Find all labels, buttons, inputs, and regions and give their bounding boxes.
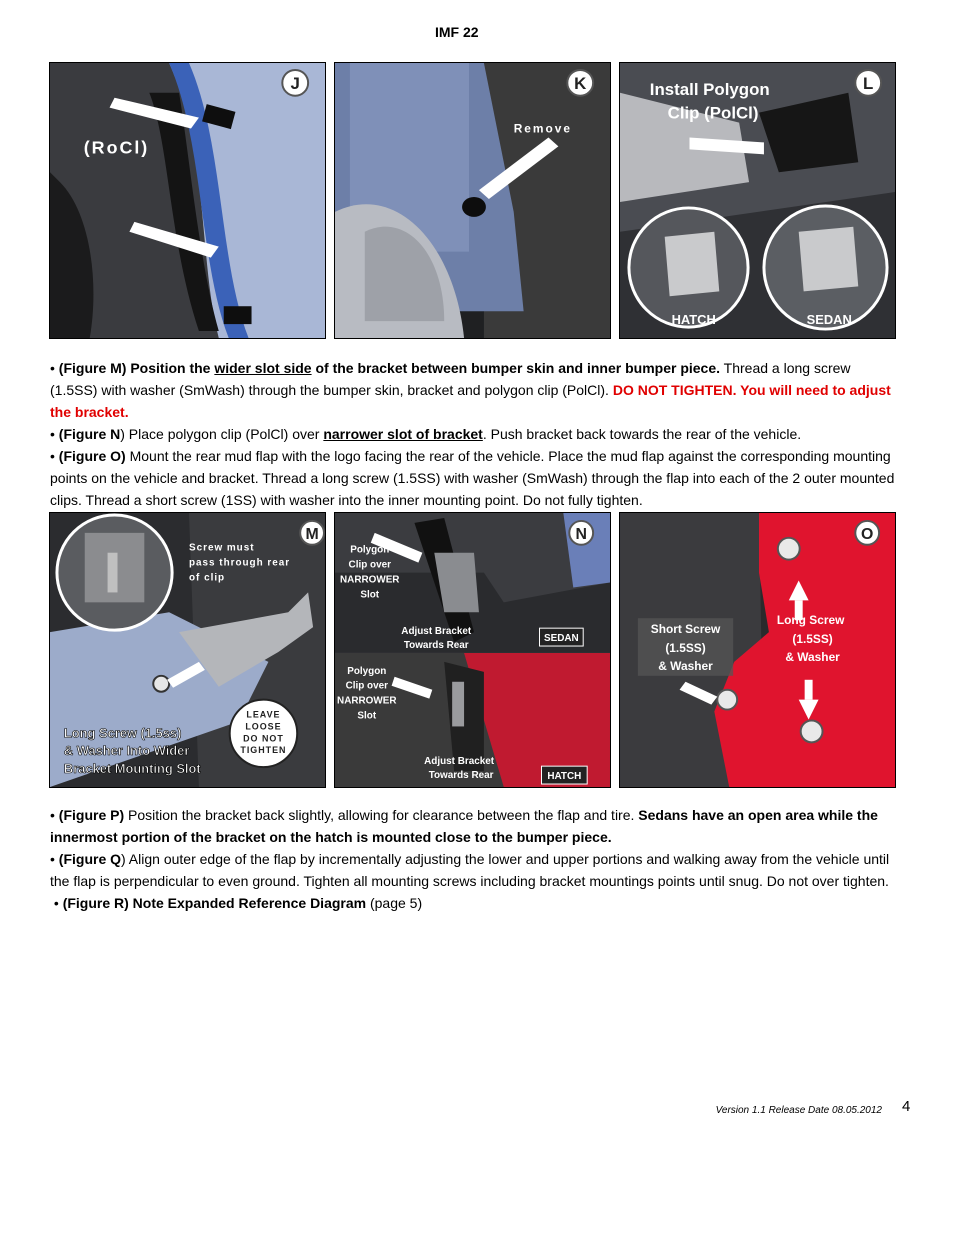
figure-l-letter: L [863, 73, 874, 93]
figure-m-letter: M [305, 525, 319, 543]
figure-k-caption: Remove [513, 121, 572, 136]
figure-l-inset-sedan: SEDAN [806, 312, 852, 328]
instructions-m-n-o [50, 357, 900, 511]
figure-n-bottom-adjust1: Adjust Bracket [424, 756, 495, 768]
figure-n-top-line3: NARROWER [340, 574, 400, 586]
figure-n-sedan-tag: SEDAN [544, 633, 579, 645]
page-number: 4 [902, 1098, 911, 1115]
figure-n-bottom-line2: Clip over [345, 680, 388, 692]
figure-n-top-line4: Slot [360, 589, 380, 601]
document-title: IMF 22 [435, 24, 479, 40]
figure-o-letter: O [861, 525, 874, 543]
figure-o-long-line2: (1.5SS) [792, 632, 833, 647]
figure-n-top-line1: Polygon [350, 544, 390, 556]
figure-m-caption-line1: Long Screw (1.5ss) [63, 725, 182, 741]
figure-l-caption-line1: Install Polygon [649, 79, 770, 99]
figure-l-caption-line2: Clip (PolCl) [667, 103, 759, 123]
figure-l-photo [619, 62, 896, 339]
figure-m-note-line3: of clip [188, 572, 226, 584]
figure-n-hatch-tag: HATCH [547, 771, 582, 783]
instructions-p-q-r [50, 804, 900, 914]
figure-n-top-line2: Clip over [348, 559, 391, 571]
figure-m-badge-line1: LEAVE [246, 709, 281, 720]
figure-n-top-adjust2: Towards Rear [403, 640, 469, 652]
figure-o-short-line1: Short Screw [650, 622, 721, 637]
instruction-figure-o: • (Figure O) Mount the rear mud flap with the logo facing the rear of the vehicle. Place the mud flap against the corresponding mounting points on the vehicle and bracket. Thread a long screw (1.5SS) with washer (SmWash) through the flap into each of the 2 outer mounted clips. Thread a short screw (1SS) with washer into the inner mounting point. Do not fully tighten. [50, 448, 895, 508]
figure-o-short-line2: (1.5SS) [665, 640, 706, 655]
figure-m-badge-line4: TIGHTEN [240, 745, 287, 756]
figure-m-badge-line3: DO NOT [243, 733, 284, 744]
figure-o-photo [619, 512, 896, 788]
figure-n-letter: N [575, 525, 587, 543]
figure-k-photo [334, 62, 611, 339]
figure-m-caption-line3: Bracket Mounting Slot [63, 761, 201, 777]
figure-m-badge-line2: LOOSE [245, 721, 282, 732]
figure-n-bottom-adjust2: Towards Rear [428, 770, 494, 782]
version-footer: Version 1.1 Release Date 08.05.2012 [715, 1105, 882, 1116]
figure-n-bottom-line3: NARROWER [337, 695, 397, 707]
figure-j-letter: J [290, 73, 300, 93]
figure-n-top-adjust1: Adjust Bracket [401, 626, 472, 638]
figure-n-bottom-line1: Polygon [347, 665, 387, 677]
figure-l-inset-hatch: HATCH [671, 312, 716, 328]
figure-j-caption: (RoCl) [83, 137, 150, 158]
figure-m-note-line2: pass through rear [188, 557, 291, 569]
figure-o-long-line1: Long Screw [776, 613, 845, 628]
instruction-figure-p: • (Figure P) Position the bracket back slightly, allowing for clearance between the flap and tire. Sedans have an open area while the innermost portion of the bracket on the hatch is mounted close to the bumper piece. [50, 807, 878, 845]
instruction-figure-r: • (Figure R) Note Expanded Reference Diagram (page 5) [53, 895, 423, 911]
instruction-figure-m: • (Figure M) Position the wider slot side of the bracket between bumper skin and inner bumper piece. Thread a long screw (1.5SS) with washer (SmWash) through the bumper skin, bracket and polygon clip (PolCl). DO NOT TIGHTEN. You will need to adjust the bracket. [50, 360, 891, 420]
figure-k-letter: K [574, 73, 587, 93]
figure-m-note-line1: Screw must [188, 542, 255, 554]
figure-m-caption-line2: & Washer Into Wider [63, 743, 190, 759]
instruction-figure-n: • (Figure N) Place polygon clip (PolCl) over narrower slot of bracket. Push bracket back towards the rear of the vehicle. [50, 426, 802, 442]
figure-n-photo [334, 512, 611, 788]
instruction-figure-q: • (Figure Q) Align outer edge of the flap by incrementally adjusting the lower and upper portions and walking away from the vehicle until the flap is perpendicular to even ground. Tighten all mounting screws including bracket mountings points until snug. Do not over tighten. [50, 851, 890, 889]
figure-m-photo [49, 512, 326, 788]
figure-j-photo [49, 62, 326, 339]
figure-o-short-line3: & Washer [658, 658, 713, 673]
figure-n-bottom-line4: Slot [357, 710, 377, 722]
figure-o-long-line3: & Washer [785, 649, 840, 664]
